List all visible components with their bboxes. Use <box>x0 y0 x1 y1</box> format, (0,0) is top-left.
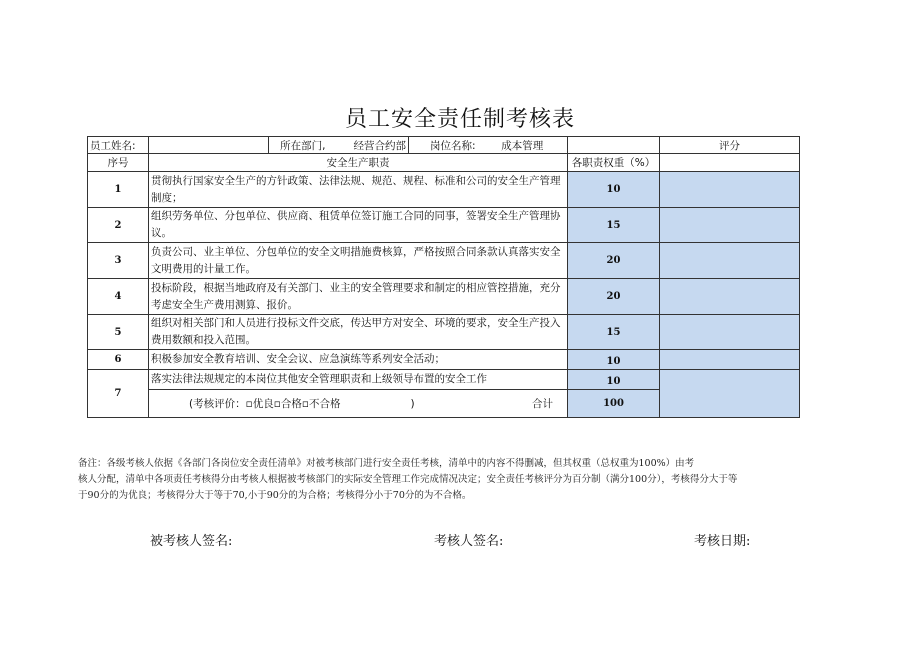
row-score-cell[interactable] <box>660 172 800 208</box>
table-row <box>88 350 800 370</box>
table-row <box>88 208 800 243</box>
employee-name-field[interactable] <box>149 137 269 154</box>
remarks-line: 备注：各级考核人依据《各部门各岗位安全责任清单》对被考核部门进行安全责任考核，清单中的内容不得删减，但其权重（总权重为100%）由考 <box>78 458 695 469</box>
row-duty: 负责公司、业主单位、分包单位的安全文明措施费核算，严格按照合同条款认真落实安全文明费用的计量工作。 <box>149 243 568 279</box>
remarks <box>78 456 818 504</box>
remarks-line: 于90分的为优良；考核得分大于等于70,小于90分的为合格；考核得分小于70分的为不合格。 <box>78 490 472 501</box>
total-value: 100 <box>568 390 660 418</box>
department-label: 所在部门, <box>269 137 328 154</box>
row-seq: 1 <box>88 172 149 208</box>
examinee-signature-label[interactable]: 被考核人签名: <box>150 534 233 549</box>
table-row <box>88 243 800 279</box>
table-row <box>88 172 800 208</box>
row-seq: 4 <box>88 279 149 315</box>
row-seq: 2 <box>88 208 149 243</box>
row-weight[interactable]: 10 <box>568 350 660 370</box>
weight-header: 各职责权重（%） <box>568 154 660 172</box>
post-label: 岗位名称: <box>409 137 478 154</box>
row-duty: 组织对相关部门和人员进行投标文件交底，传达甲方对安全、环境的要求，安全生产投入费用数额和投入范围。 <box>149 315 568 350</box>
row-duty: 贯彻执行国家安全生产的方针政策、法律法规、规范、规程、标准和公司的安全生产管理制度； <box>149 172 568 208</box>
department-value: 经营合约部 <box>328 137 409 154</box>
row-duty: 落实法律法规规定的本岗位其他安全管理职责和上级领导布置的安全工作 <box>149 370 568 390</box>
row-score-cell[interactable] <box>660 370 800 418</box>
post-value: 成本管理 <box>478 137 568 154</box>
score-header: 评分 <box>660 137 800 154</box>
examiner-signature-label[interactable]: 考核人签名: <box>434 534 504 549</box>
row-score-cell[interactable] <box>660 315 800 350</box>
employee-name-label: 员工姓名: <box>88 137 149 154</box>
row-score-cell[interactable] <box>660 243 800 279</box>
page-title: 员工安全责任制考核表 <box>344 107 575 132</box>
row-seq: 5 <box>88 315 149 350</box>
row-duty: 积极参加安全教育培训、安全会议、应急演练等系列安全活动； <box>149 350 568 370</box>
evaluation-close: ) <box>409 390 478 418</box>
column-header-row <box>88 154 800 172</box>
row-score-cell[interactable] <box>660 279 800 315</box>
row-weight[interactable]: 20 <box>568 279 660 315</box>
total-label: 合计 <box>478 390 568 418</box>
header-row <box>88 137 800 154</box>
evaluation-options[interactable]: (考核评价：▫优良▫合格▫不合格 <box>149 390 409 418</box>
row-weight[interactable]: 15 <box>568 208 660 243</box>
score-header-blank <box>660 154 800 172</box>
duty-header: 安全生产职责 <box>149 154 568 172</box>
row-weight[interactable]: 10 <box>568 172 660 208</box>
table-row <box>88 370 800 390</box>
row-seq: 6 <box>88 350 149 370</box>
seq-header: 序号 <box>88 154 149 172</box>
table-row <box>88 279 800 315</box>
row-weight[interactable]: 20 <box>568 243 660 279</box>
row-seq: 7 <box>88 370 149 418</box>
row-seq: 3 <box>88 243 149 279</box>
remarks-line: 核人分配，清单中各项责任考核得分由考核人根据被考核部门的实际安全管理工作完成情况决定；安全责任考核评分为百分制（满分100分），考核得分大于等 <box>78 474 738 485</box>
row-score-cell[interactable] <box>660 350 800 370</box>
assessment-date-label[interactable]: 考核日期: <box>694 534 751 549</box>
table-row <box>88 315 800 350</box>
assessment-table <box>87 136 800 418</box>
row-duty: 组织劳务单位、分包单位、供应商、租赁单位签订施工合同的同事，签署安全生产管理协议。 <box>149 208 568 243</box>
row-duty: 投标阶段，根据当地政府及有关部门、业主的安全管理要求和制定的相应管控措施，充分考虑安全生产费用测算、报价。 <box>149 279 568 315</box>
row-weight[interactable]: 10 <box>568 370 660 390</box>
row-weight[interactable]: 15 <box>568 315 660 350</box>
row-score-cell[interactable] <box>660 208 800 243</box>
